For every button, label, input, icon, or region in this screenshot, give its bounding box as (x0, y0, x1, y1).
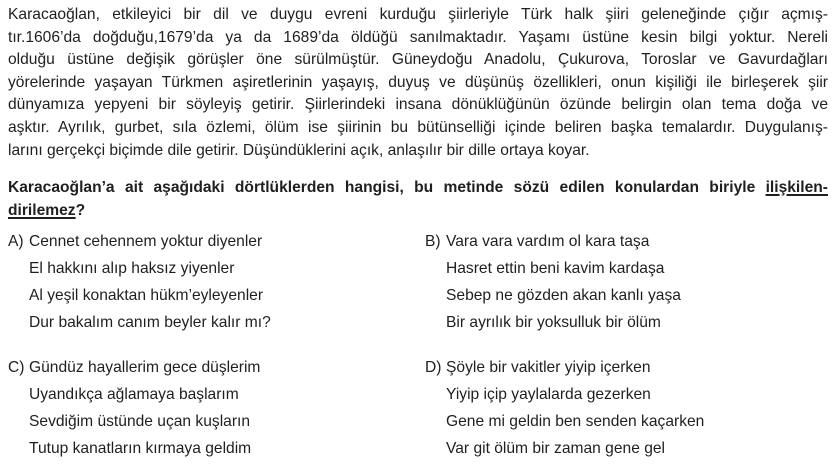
option-letter: D) (425, 359, 442, 376)
option-line (425, 228, 681, 255)
passage-line: olduğu üstüne değişik görüşler öne sürülmüştür. Güneydoğu Anadolu, Çukurova, Toroslar ve Gavurdağları (8, 51, 828, 69)
reading-passage (8, 4, 828, 162)
question-emphasis-part-1: ilişkilen- (765, 179, 828, 196)
verse-line: Gene mi geldin ben senden kaçarken (446, 413, 705, 430)
verse-line: Gündüz hayallerim gece düşlerim (29, 359, 261, 376)
verse-line: Hasret ettin beni kavim kardaşa (446, 260, 665, 277)
verse-line: Al yeşil konaktan hükm’eyleyenler (29, 287, 264, 304)
option-line (8, 354, 260, 381)
question-emphasis-part-2: dirilemez (8, 202, 76, 219)
verse-line: Sevdiğim üstünde uçan kuşların (29, 413, 251, 430)
question-line-2 (8, 199, 828, 222)
option-b[interactable] (425, 228, 681, 336)
verse-line: Var git ölüm bir zaman gene gel (446, 440, 666, 457)
passage-line: aşktır. Ayrılık, gurbet, sıla özlemi, ölüm ise şiirinin bu bütünselliği içinde beliren başka temalardır. Duygulanış- (8, 118, 828, 136)
question-stem (8, 176, 828, 222)
verse-line: Bir ayrılık bir yoksulluk bir ölüm (446, 314, 661, 331)
question-mark: ? (75, 202, 86, 219)
option-d[interactable] (425, 354, 704, 462)
option-letter: C) (8, 359, 25, 376)
passage-line: tır.1606’da doğduğu,1679’da ya da 1689’da öldüğü sanılmaktadır. Yaşamı üstüne kesin bilgi yoktur. Nereli (8, 28, 828, 46)
option-c[interactable] (8, 354, 260, 462)
verse-line: Şöyle bir vakitler yiyip içerken (446, 359, 651, 376)
verse-line: Vara vara vardım ol kara taşa (446, 233, 650, 250)
verse-line: Sebep ne gözden akan kanlı yaşa (446, 287, 681, 304)
verse-line: Uyandıkça ağlamaya başlarım (29, 386, 239, 403)
option-letter: B) (425, 233, 441, 250)
question-text: Karacaoğlan’a ait aşağıdaki dörtlüklerden hangisi, bu metinde sözü edilen konulardan biriyle (8, 179, 766, 196)
verse-line: Tutup kanatların kırmaya geldim (29, 440, 252, 457)
passage-line: Karacaoğlan, etkileyici bir dil ve duygu evreni kurduğu şiirleriyle Türk halk şiiri geleneğinde çığır açmış- (8, 6, 828, 23)
option-letter: A) (8, 233, 24, 250)
passage-line: dünyamıza yepyeni bir söyleyiş getirir. Şiirlerindeki insana dönüklüğünün özünde belirgin olan tema doğa ve (8, 96, 828, 114)
passage-line: yörelerinde yaşayan Türkmen aşiretlerinin yaşayış, duyuş ve düşünüş özellikleri, onun kişiliği ile birleşerek şiir (8, 73, 828, 91)
option-line (8, 228, 271, 255)
verse-line: El hakkını alıp haksız yiyenler (29, 260, 235, 277)
option-a[interactable] (8, 228, 271, 336)
verse-line: Cennet cehennem yoktur diyenler (29, 233, 263, 250)
passage-line: larını gerçekçi biçimde dile getirir. Düşündüklerini açık, anlaşılır bir dille ortaya koyar. (8, 141, 590, 159)
option-line (425, 354, 704, 381)
verse-line: Yiyip içip yaylalarda gezerken (446, 386, 651, 403)
verse-line: Dur bakalım canım beyler kalır mı? (29, 314, 271, 331)
question-line-1 (8, 176, 828, 199)
